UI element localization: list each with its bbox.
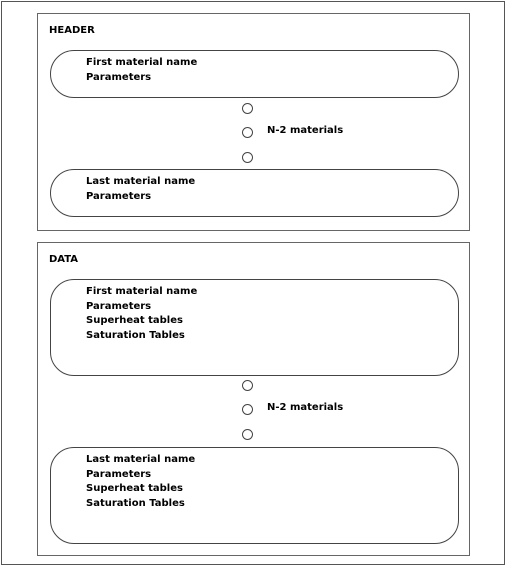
data-last-material-superheat: Superheat tables — [86, 483, 183, 495]
header-last-material-box — [50, 169, 459, 217]
header-first-material-name: First material name — [86, 57, 198, 68]
ellipsis-dot-2 — [242, 127, 253, 138]
header-n-minus-2-label: N-2 materials — [267, 125, 344, 136]
header-last-material-parameters: Parameters — [86, 190, 152, 202]
header-first-material-parameters: Parameters — [86, 71, 152, 83]
data-first-material-saturation: Saturation Tables — [86, 329, 185, 341]
data-first-material-superheat: Superheat tables — [86, 315, 183, 327]
data-last-material-box — [50, 447, 459, 544]
data-first-material-box — [50, 279, 459, 376]
header-section — [37, 13, 470, 231]
data-last-material-name: Last material name — [86, 454, 196, 465]
data-last-material-parameters: Parameters — [86, 468, 152, 480]
header-last-material-name: Last material name — [86, 176, 196, 187]
ellipsis-dot-3 — [242, 152, 253, 163]
header-first-material-box — [50, 50, 459, 98]
data-first-material-parameters: Parameters — [86, 300, 152, 312]
ellipsis-dot-4 — [242, 380, 253, 391]
ellipsis-dot-1 — [242, 103, 253, 114]
ellipsis-dot-5 — [242, 404, 253, 415]
data-last-material-saturation: Saturation Tables — [86, 497, 185, 509]
data-n-minus-2-label: N-2 materials — [267, 402, 344, 413]
data-section-title: DATA — [49, 254, 79, 265]
data-section — [37, 242, 470, 556]
header-section-title: HEADER — [49, 25, 95, 36]
ellipsis-dot-6 — [242, 429, 253, 440]
data-first-material-name: First material name — [86, 286, 198, 297]
